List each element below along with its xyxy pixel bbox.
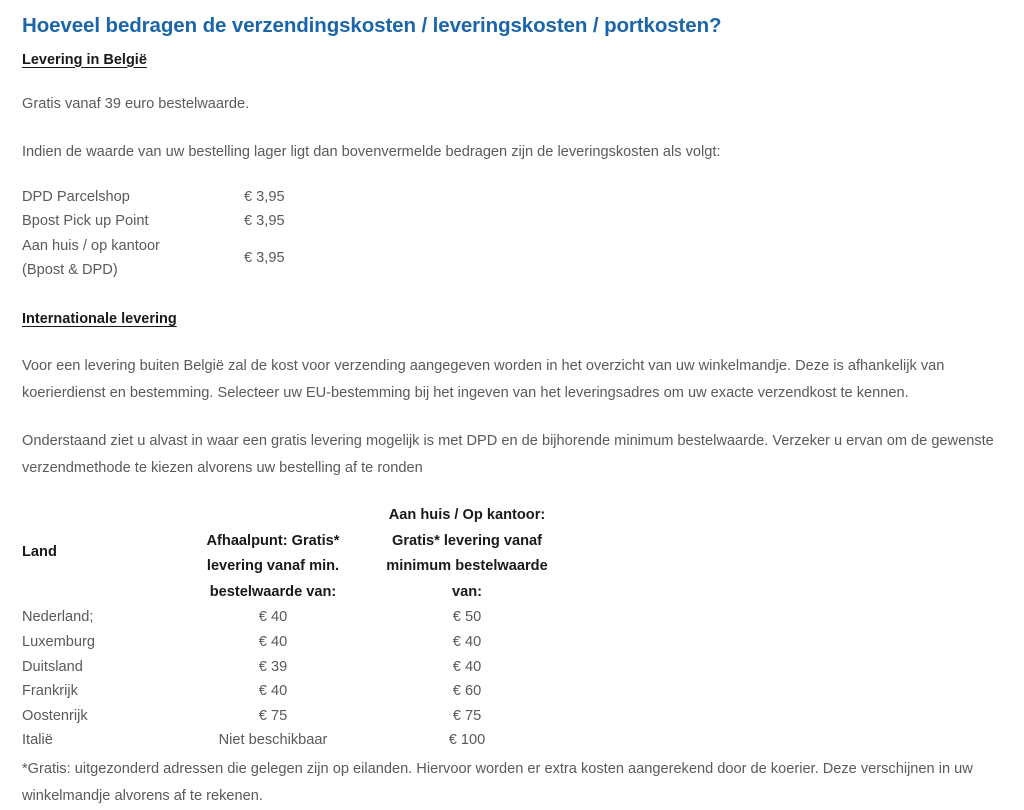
cell-country: Nederland; <box>22 609 94 626</box>
cell-country: Italië <box>22 732 53 749</box>
cell-pickup-threshold: € 40 <box>258 683 288 700</box>
cell-country: Frankrijk <box>22 683 78 700</box>
domestic-rate-table <box>22 185 364 283</box>
column-header-land-line1: Land <box>22 543 57 560</box>
column-header-pickup <box>178 503 368 605</box>
column-header-home <box>368 503 566 605</box>
table-row <box>22 655 566 680</box>
cell-pickup-threshold: € 39 <box>258 658 288 675</box>
rate-price: € 3,95 <box>244 213 285 230</box>
table-row <box>22 209 364 234</box>
cell-country: Duitsland <box>22 658 83 675</box>
free-shipping-note: Gratis vanaf 39 euro bestelwaarde. <box>22 95 250 112</box>
shipping-footnote: *Gratis: uitgezonderd adressen die gelegen zijn op eilanden. Hiervoor worden er extra kosten aangerekend door de koerier. Deze verschijnen in uw winkelmandje alvorens af te rekenen. <box>22 760 973 804</box>
table-row <box>22 605 566 630</box>
cell-pickup-threshold: € 75 <box>258 707 288 724</box>
international-paragraph-1: Voor een levering buiten België zal de kost voor verzending aangegeven worden in het overzicht van uw winkelmandje. Deze is afhankelijk van koerierdienst en bestemming. Selecteer uw EU-bestemming bij het ingeven van het leveringsadres om uw exacte verzendkost te kennen. <box>22 358 945 402</box>
cell-home-threshold: € 50 <box>452 609 482 626</box>
rate-method-label: Bpost Pick up Point <box>22 213 149 230</box>
cell-country: Oostenrijk <box>22 707 88 724</box>
domestic-heading: Levering in België <box>22 51 147 68</box>
table-row <box>22 234 364 283</box>
table-row <box>22 704 566 729</box>
column-header-home-line1: Aan huis / Op kantoor: <box>388 507 546 524</box>
cell-home-threshold: € 100 <box>448 732 486 749</box>
cell-pickup-threshold: Niet beschikbaar <box>218 732 328 749</box>
cell-pickup-threshold: € 40 <box>258 633 288 650</box>
international-rate-table <box>22 503 566 753</box>
domestic-section-header <box>22 51 1006 69</box>
section-spacer <box>22 283 1006 310</box>
rate-price: € 3,95 <box>244 188 285 205</box>
cell-home-threshold: € 40 <box>452 658 482 675</box>
cell-home-threshold: € 40 <box>452 633 482 650</box>
table-header-row <box>22 503 566 605</box>
international-section-header <box>22 310 1006 328</box>
international-paragraph-2: Onderstaand ziet u alvast in waar een gratis levering mogelijk is met DPD en de bijhorende minimum bestelwaarde. Verzeker u ervan om de gewenste verzendmethode te kiezen alvorens uw bestelling af te ronden <box>22 433 994 477</box>
column-header-home-line2: Gratis* levering vanaf <box>391 532 543 549</box>
table-row <box>22 630 566 655</box>
rate-method <box>22 185 244 210</box>
cell-pickup-threshold: € 40 <box>258 609 288 626</box>
column-header-home-line3: minimum bestelwaarde <box>386 558 548 575</box>
table-row <box>22 679 566 704</box>
international-heading: Internationale levering <box>22 310 177 327</box>
page-title: Hoeveel bedragen de verzendingskosten / leveringskosten / portkosten? <box>22 14 722 37</box>
column-header-pickup-line1: Afhaalpunt: Gratis* <box>206 532 340 549</box>
rate-method <box>22 209 244 234</box>
rate-method-label: DPD Parcelshop <box>22 188 130 205</box>
table-row <box>22 185 364 210</box>
column-header-pickup-line2: levering vanaf min. <box>206 558 340 575</box>
column-header-home-line4: van: <box>451 583 482 600</box>
cell-home-threshold: € 75 <box>452 707 482 724</box>
rate-price: € 3,95 <box>244 250 285 267</box>
rate-method-label: Aan huis / op kantoor <box>22 237 160 254</box>
below-threshold-note: Indien de waarde van uw bestelling lager ligt dan bovenvermelde bedragen zijn de leveringskosten als volgt: <box>22 143 721 160</box>
cell-home-threshold: € 60 <box>452 683 482 700</box>
cell-country: Luxemburg <box>22 633 96 650</box>
column-header-pickup-line3: bestelwaarde van: <box>209 583 337 600</box>
table-row <box>22 728 566 753</box>
column-header-land <box>22 503 178 605</box>
rate-method <box>22 234 244 283</box>
rate-method-label-line2: (Bpost & DPD) <box>22 262 118 279</box>
